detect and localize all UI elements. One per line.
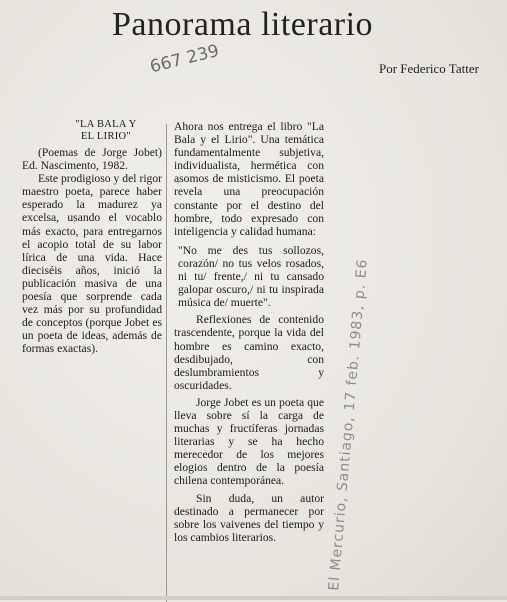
review-paragraph-4: Jorge Jobet es un poeta que lleva sobre sí la carga de muchas y fructíferas jornadas literarias y se ha hecho merecedor de los mejores elogios dentro de la poesía chilena contemporánea. bbox=[174, 395, 324, 488]
column-divider bbox=[166, 124, 167, 602]
handwritten-catalog-number: 667 239 bbox=[148, 40, 222, 78]
right-column bbox=[174, 120, 324, 544]
review-paragraph-3: Reflexiones de contenido trascendente, porque la vida del hombre es camino exacto, desdibujado, con deslumbramientos y oscuridades. bbox=[174, 313, 324, 392]
article-title: Panorama literario bbox=[112, 6, 374, 43]
book-title-heading bbox=[22, 119, 162, 143]
left-column bbox=[22, 119, 162, 356]
review-paragraph-2: Ahora nos entrega el libro "La Bala y el Lirio". Una temática fundamentalmente subjetiva, individualista, hermética con asomos de misticismo. El poeta revela una preocupación constante por el destino del hombre, todo expresado con inteligencia y calidad humana: bbox=[174, 120, 324, 238]
author-byline: Por Federico Tatter bbox=[379, 61, 479, 76]
handwritten-source-note: El Mercurio, Santiago, 17 feb. 1983, p. E6 bbox=[326, 257, 371, 592]
book-title-line1: "LA BALA Y bbox=[75, 119, 137, 130]
review-paragraph-5: Sin duda, un autor destinado a permanecer por sobre los vaivenes del tiempo y los cambios literarios. bbox=[174, 491, 324, 544]
book-title-line2: EL LIRIO" bbox=[80, 131, 132, 142]
clipping-edge bbox=[0, 596, 507, 600]
review-paragraph-1: Este prodigioso y del rigor maestro poeta, parece haber esperado la madurez ya excelsa, usando el vocablo más exacto, para entregarnos el acopio total de su labor lírica de una vida. Hace dieciséis años, inició la publicación masiva de una poesía que sorprende cada vez más por su profundidad de conceptos (porque Jobet es un poeta de ideas, además de formas exactas). bbox=[22, 172, 162, 356]
bibliographic-note: (Poemas de Jorge Jobet) Ed. Nascimento, 1982. bbox=[22, 146, 162, 173]
quoted-verse: "No me des tus sollozos, corazón/ no tus velos rosados, ni tu/ frente,/ ni tu cansado galopar oscuro,/ ni tu inspirada música de/ muerte". bbox=[178, 243, 324, 310]
